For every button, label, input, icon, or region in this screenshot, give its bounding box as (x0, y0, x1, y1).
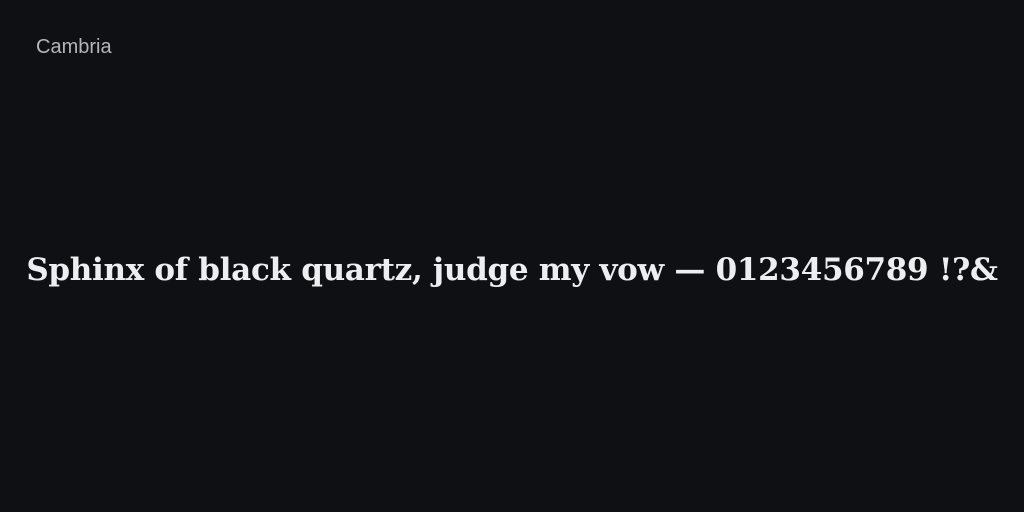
font-name-label: Cambria (36, 36, 112, 58)
specimen-text: Sphinx of black quartz, judge my vow — 0123456789 !?& (26, 252, 998, 288)
